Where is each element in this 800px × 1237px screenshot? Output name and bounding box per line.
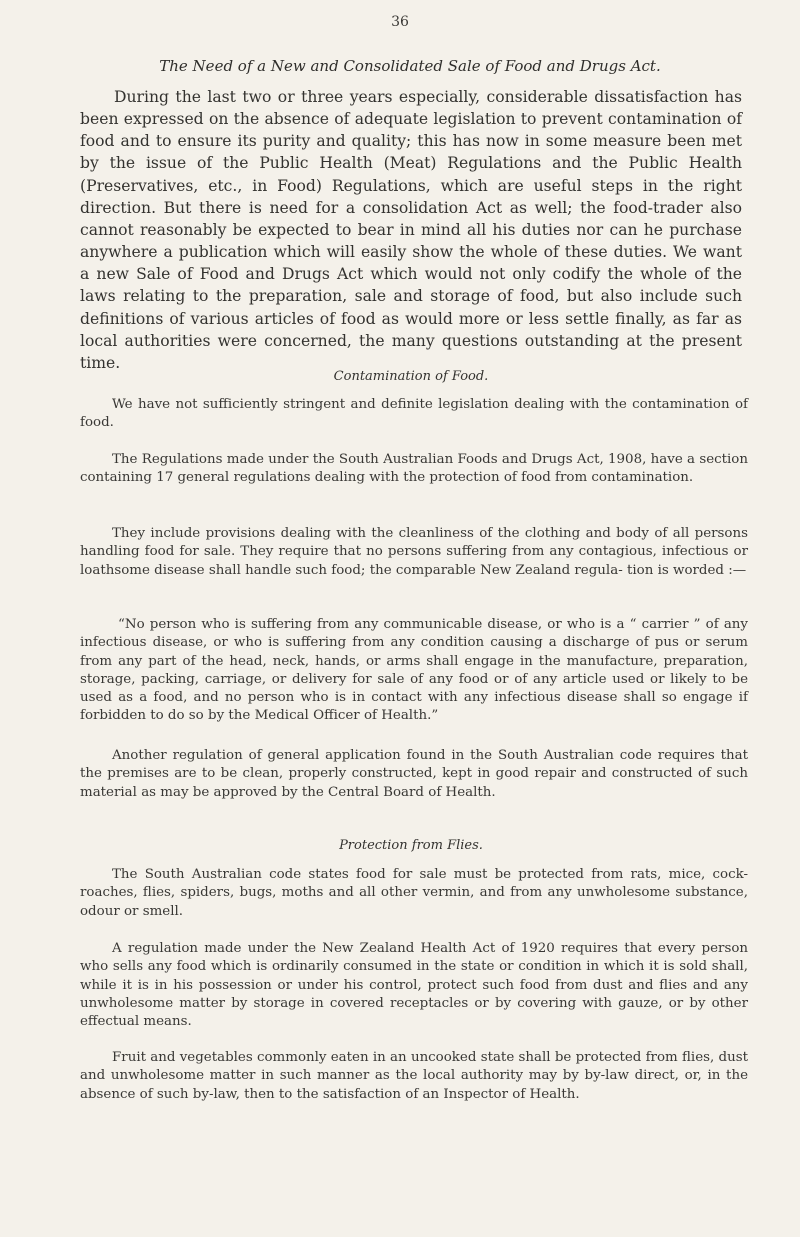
flies-paragraph-2: A regulation made under the New Zealand Health Act of 1920 requires that every person who sells any food which is ordinarily consumed in the state or condition in which it is sold shall, while it is in his possession or under his control, protect such food from dust and flies and any unwholesome matter by storage in covered receptacles or by covering with gauze, or by other effectual means. — [80, 941, 748, 1030]
flies-heading: Protection from Flies. — [339, 838, 483, 853]
page-title: The Need of a New and Consolidated Sale of Food and Drugs Act. — [159, 57, 661, 75]
contamination-heading: Contamination of Food. — [333, 369, 489, 384]
contamination-paragraph-3: They include provisions dealing with the cleanliness of the clothing and body of all persons handling food for sale. They require that no persons suffering from any contagious, infectious or loathsome disease shall handle such food; the comparable New Zealand regula- tion is worded :— — [80, 526, 748, 578]
contamination-paragraph-1: We have not sufficiently stringent and definite legislation dealing with the contamination of food. — [80, 397, 748, 431]
contamination-paragraph-4: Another regulation of general application found in the South Australian code requires that the premises are to be clean, properly constructed, kept in good repair and constructed of such material as may be approved by the Central Board of Health. — [80, 748, 748, 800]
page-number: 36 — [391, 14, 409, 30]
nz-regulation-quote: “No person who is suffering from any communicable disease, or who is a “ carrier ” of any infectious disease, or who is suffering from any condition causing a discharge of pus or serum from any part of the head, neck, hands, or arms shall engage in the manufacture, preparation, storage, packing, carriage, or delivery for sale of any food or of any article used or likely to be used as a food, and no person who is in contact with any infectious disease shall so engage if forbidden to do so by the Medical Officer of Health.” — [80, 617, 748, 724]
flies-paragraph-3: Fruit and vegetables commonly eaten in an uncooked state shall be protected from flies, dust and unwholesome matter in such manner as the local authority may by by-law direct, or, in the absence of such by-law, then to the satisfaction of an Inspector of Health. — [80, 1050, 748, 1102]
contamination-paragraph-2: The Regulations made under the South Australian Foods and Drugs Act, 1908, have a section containing 17 general regulations dealing with the protection of food from contamination. — [80, 452, 748, 486]
intro-paragraph: During the last two or three years especially, considerable dissatisfaction has been expressed on the absence of adequate legislation to prevent contamination of food and to ensure its purity and quality; this has now in some measure been met by the issue of the Public Health (Meat) Regulations and the Public Health (Preservatives, etc., in Food) Regulations, which are useful steps in the right direction. But there is need for a consolidation Act as well; the food-trader also cannot reasonably be expected to bear in mind all his duties nor can he purchase anywhere a publication which will easily show the whole of these duties. We want a new Sale of Food and Drugs Act which would not only codify the whole of the laws relating to the preparation, sale and storage of food, but also include such definitions of various articles of food as would more or less settle finally, as far as local authorities were concerned, the many questions outstanding at the present time. — [80, 88, 742, 372]
flies-paragraph-1: The South Australian code states food for sale must be protected from rats, mice, cock- roaches, flies, spiders, bugs, moths and all other vermin, and from any unwholesome substance, odour or smell. — [80, 867, 748, 919]
